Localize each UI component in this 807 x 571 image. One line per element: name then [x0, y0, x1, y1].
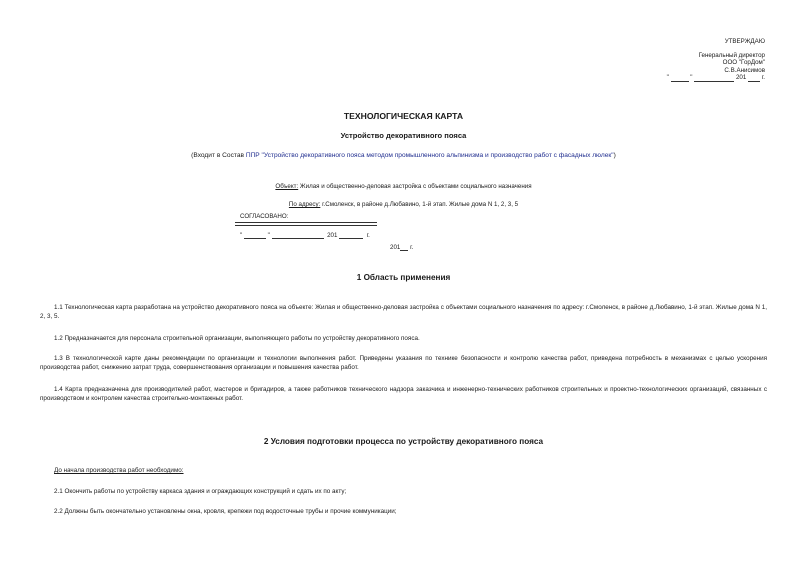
agreement-suffix: г. [366, 232, 370, 239]
approval-company: ООО "ГорДом" [722, 59, 765, 67]
approval-quote-open: " [666, 74, 669, 82]
section2-heading: 2 Условия подготовки процесса по устройству декоративного пояса [263, 437, 544, 446]
agreement-year2-blank [400, 244, 408, 251]
approval-date-line [667, 74, 765, 82]
section1-heading: 1 Область применения [356, 273, 451, 282]
approval-block [667, 38, 765, 82]
approval-suffix: г. [761, 74, 765, 82]
approval-quote-close: " [690, 74, 693, 82]
object-label: Объект: [275, 183, 299, 190]
approval-year: 201 [735, 74, 747, 82]
agreement-year-line [390, 244, 413, 251]
agreement-suffix2: г. [410, 244, 414, 251]
object-line [0, 183, 807, 190]
section1-paragraph: 1.1 Технологическая карта разработана на устройство декоративного пояса на объекте: Жилая и общественно-деловая застройка с объектами социального назначения по адресу: г.Смоленск, в районе д.Любавино, 1-й этап. Жилые дома N 1, 2, 3, 5. [40, 304, 767, 320]
agreement-month-blank [272, 232, 324, 239]
document-reference [0, 152, 807, 159]
agreement-signature-lines [235, 222, 377, 228]
agreement-year2: 201 [390, 244, 401, 251]
approval-day-blank [671, 75, 689, 82]
agreement-quote-open: " [240, 232, 243, 239]
agreement-quote-close: " [267, 232, 270, 239]
object-value: Жилая и общественно-деловая застройка с объектами социального назначения [298, 183, 532, 190]
document-subtitle: Устройство декоративного пояса [340, 131, 467, 140]
agreement-line [235, 225, 377, 228]
agreement-day-blank [244, 232, 266, 239]
approval-position: Генеральный директор [698, 51, 765, 59]
agreement-year: 201 [327, 232, 338, 239]
reference-link[interactable]: ППР "Устройство декоративного пояса методом промышленного альпинизма и производство работ с фасадных люлек" [245, 152, 614, 159]
approval-title: УТВЕРЖДАЮ [724, 38, 765, 45]
agreement-label: СОГЛАСОВАНО: [240, 213, 289, 220]
reference-suffix: ) [613, 152, 616, 159]
approval-month-blank [694, 75, 734, 82]
section1-paragraph: 1.4 Карта предназначена для производителей работ, мастеров и бригадиров, а также работников технического надзора заказчика и инженерно-технических работников строительных и проектно-технологических организаций, связанных с производством и контролем качества строительно-монтажных работ. [40, 386, 767, 402]
section1-paragraph: 1.3 В технологической карте даны рекомендации по организации и технологии выполнения работ. Приведены указания по технике безопасности и контролю качества работ, приведена потребность в механизмах с целью ускорения производства работ, снижению затрат труда, совершенствования организации и повышения качества работ. [40, 355, 767, 371]
document-title: ТЕХНОЛОГИЧЕСКАЯ КАРТА [343, 111, 464, 121]
approval-name: С.В.Анисимов [724, 66, 765, 74]
section1-paragraph: 1.2 Предназначается для персонала строительной организации, выполняющего работы по устройству декоративного пояса. [54, 335, 420, 342]
reference-prefix: (Входит в Состав [191, 152, 246, 159]
section2-paragraph: 2.1 Окончить работы по устройству каркаса здания и ограждающих конструкций и сдать их по акту; [54, 488, 347, 495]
approval-year-blank [748, 75, 760, 82]
address-value: г.Смоленск, в районе д.Любавино, 1-й этап. Жилые дома N 1, 2, 3, 5 [320, 201, 519, 208]
section2-paragraph: 2.2 Должны быть окончательно установлены окна, кровля, крепежи под водосточные трубы и прочие коммуникации; [54, 508, 397, 515]
address-label: По адресу: [288, 201, 321, 208]
agreement-year-blank [339, 232, 363, 239]
section2-intro: До начала производства работ необходимо: [54, 467, 184, 474]
agreement-date-line [240, 232, 370, 239]
address-line [0, 201, 807, 208]
